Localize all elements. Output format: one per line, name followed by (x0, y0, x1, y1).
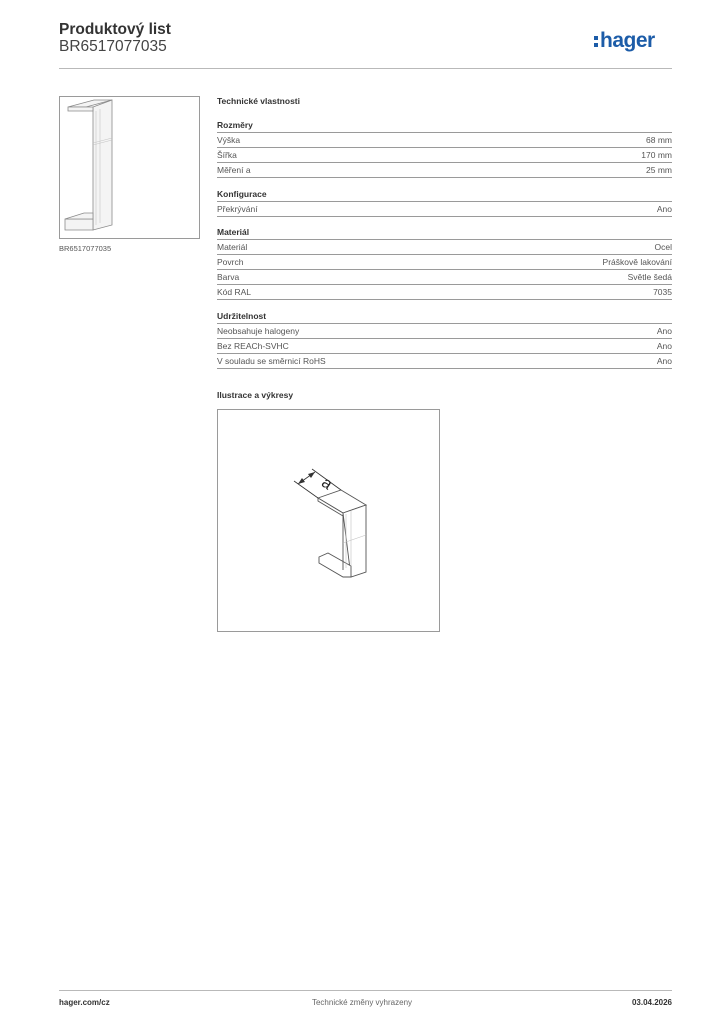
row-value: 170 mm (641, 150, 672, 160)
logo-text: hager (600, 29, 655, 52)
product-thumbnail (59, 96, 200, 239)
row-label: Výška (217, 135, 241, 145)
section-title: Udržitelnost (217, 309, 672, 324)
dimension-drawing (217, 409, 440, 632)
table-row (217, 285, 672, 300)
table-row (217, 148, 672, 163)
row-value: 7035 (653, 287, 672, 297)
section-title: Rozměry (217, 118, 672, 133)
row-label: Měření a (217, 165, 251, 175)
table-row (217, 324, 672, 339)
footer-website-link[interactable]: hager.com/cz (59, 998, 110, 1007)
dimension-label-a: a (318, 474, 336, 494)
section-material (217, 225, 672, 300)
table-row (217, 240, 672, 255)
row-label: Neobsahuje halogeny (217, 326, 300, 336)
row-label: Bez REACh-SVHC (217, 341, 289, 351)
product-thumbnail-drawing (60, 97, 199, 238)
row-value: Ocel (654, 242, 672, 252)
row-value: Světle šedá (627, 272, 672, 282)
row-value: 68 mm (646, 135, 672, 145)
row-value: 25 mm (646, 165, 672, 175)
section-konfigurace (217, 187, 672, 217)
table-row (217, 255, 672, 270)
table-row (217, 354, 672, 369)
row-value: Ano (656, 326, 672, 336)
thumbnail-caption: BR6517077035 (59, 244, 112, 253)
row-label: Povrch (217, 257, 244, 267)
dimension-drawing-svg (218, 410, 439, 631)
row-value: Práškově lakování (602, 257, 672, 267)
row-label: Kód RAL (217, 287, 252, 297)
table-row (217, 339, 672, 354)
header-divider (59, 68, 672, 69)
section-title: Materiál (217, 225, 672, 240)
footer-date: 03.04.2026 (631, 998, 672, 1007)
table-row (217, 163, 672, 178)
table-row (217, 133, 672, 148)
row-value: Ano (656, 204, 672, 214)
footer-divider (59, 990, 672, 991)
row-value: Ano (656, 341, 672, 351)
hager-logo (593, 27, 675, 55)
tech-heading: Technické vlastnosti (217, 96, 300, 106)
illustrations-heading: Ilustrace a výkresy (217, 390, 294, 400)
row-label: Překrývání (217, 204, 258, 214)
row-label: Šířka (217, 150, 237, 160)
footer-notice: Technické změny vyhrazeny (311, 998, 413, 1007)
row-label: Barva (217, 272, 240, 282)
product-code: BR6517077035 (59, 38, 167, 55)
table-row (217, 202, 672, 217)
row-label: Materiál (217, 242, 248, 252)
section-udrzitelnost (217, 309, 672, 369)
page-title: Produktový list (59, 21, 171, 38)
row-value: Ano (656, 356, 672, 366)
section-rozmery (217, 118, 672, 178)
section-title: Konfigurace (217, 187, 672, 202)
row-label: V souladu se směrnicí RoHS (217, 356, 326, 366)
table-row (217, 270, 672, 285)
